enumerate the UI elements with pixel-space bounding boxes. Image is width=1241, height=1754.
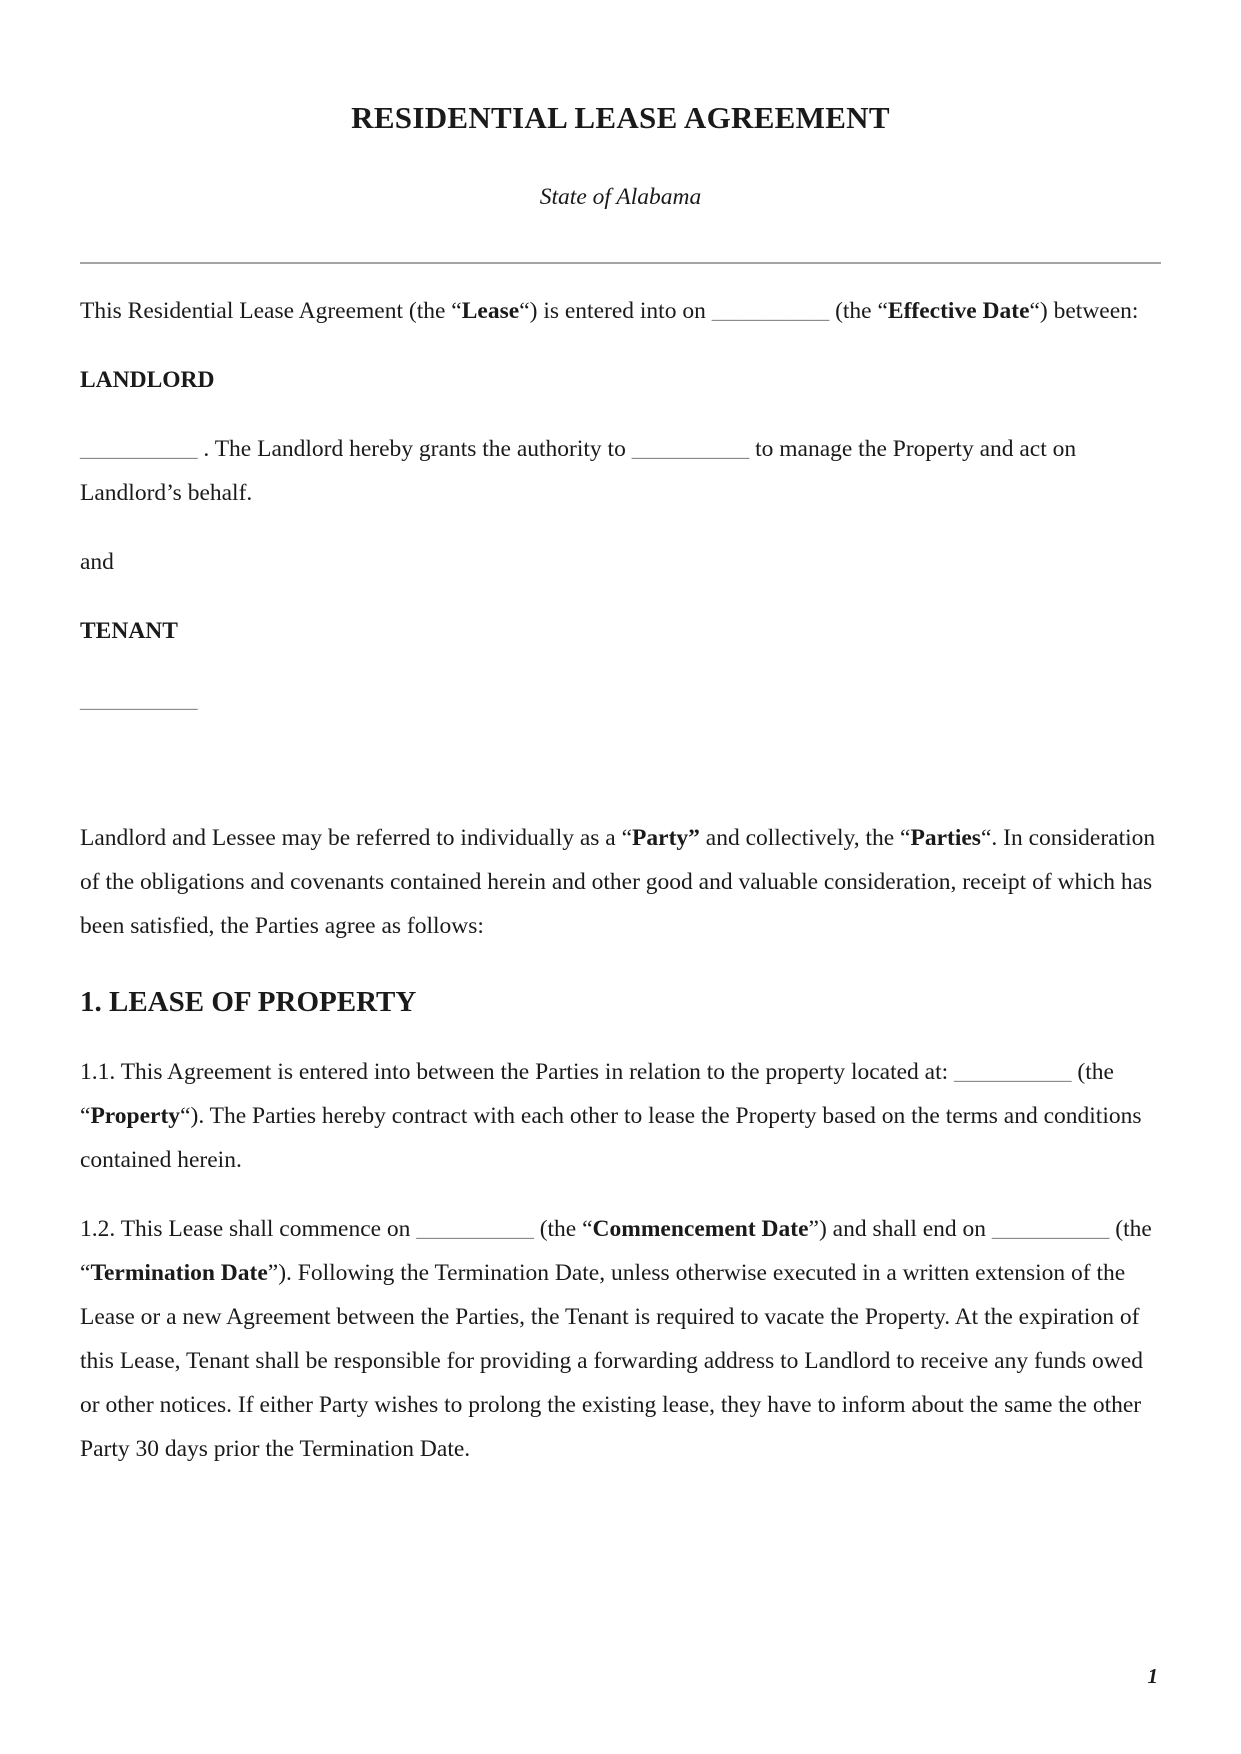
- landlord-paragraph: __________ . The Landlord hereby grants the authority to __________ to manage the Property and act on Landlord’s behalf.: [80, 436, 1077, 506]
- clause-1-2: 1.2. This Lease shall commence on __________ (the “Commencement Date”) and shall end on __________ (the “Termination Date”). Following the Termination Date, unless otherwise executed in a written extension of the Lease or a new Agreement between the Parties, the Tenant is required to vacate the Property. At the expiration of this Lease, Tenant shall be responsible for providing a forwarding address to Landlord to receive any funds owed or other notices. If either Party wishes to prolong the existing lease, they have to inform about the same the other Party 30 days prior the Termination Date.: [80, 1216, 1152, 1462]
- fill-in-blank: __________: [80, 687, 198, 713]
- section-1-heading: 1. LEASE OF PROPERTY: [80, 986, 417, 1018]
- tenant-name-blank: [80, 678, 1161, 722]
- fill-in-blank: __________: [711, 298, 830, 324]
- fill-in-blank: __________: [631, 436, 750, 462]
- page-number: 1: [1147, 1664, 1158, 1688]
- defined-term: Party”: [632, 825, 700, 851]
- landlord-label: LANDLORD: [80, 367, 215, 393]
- defined-term: Lease: [461, 298, 520, 324]
- fill-in-blank: __________: [954, 1059, 1072, 1085]
- fill-in-blank: __________: [80, 436, 198, 462]
- defined-term: Commencement Date: [592, 1216, 809, 1242]
- fill-in-blank: __________: [991, 1216, 1110, 1242]
- defined-term: Effective Date: [887, 298, 1030, 324]
- clause-1-1: 1.1. This Agreement is entered into between the Parties in relation to the property located at: __________ (the “Property“). The Parties hereby contract with each other to lease the Property based on the terms and conditions contained herein.: [80, 1059, 1142, 1173]
- document-body: [80, 289, 1161, 1471]
- title-divider: [80, 262, 1161, 264]
- defined-term: Parties: [910, 825, 981, 851]
- fill-in-blank: __________: [416, 1216, 534, 1242]
- and-connector: and: [80, 549, 114, 575]
- parties-paragraph: Landlord and Lessee may be referred to individually as a “Party” and collectively, the “Parties“. In consideration of the obligations and covenants contained herein and other good and valuable consideration, receipt of which has been satisfied, the Parties agree as follows:: [80, 825, 1156, 939]
- document-subtitle: State of Alabama: [539, 184, 702, 210]
- tenant-label: TENANT: [80, 618, 178, 644]
- defined-term: Termination Date: [90, 1260, 268, 1286]
- defined-term: Property: [90, 1103, 181, 1129]
- document-title: RESIDENTIAL LEASE AGREEMENT: [351, 100, 890, 135]
- intro-paragraph: This Residential Lease Agreement (the “Lease“) is entered into on __________ (the “Effective Date“) between:: [80, 298, 1139, 324]
